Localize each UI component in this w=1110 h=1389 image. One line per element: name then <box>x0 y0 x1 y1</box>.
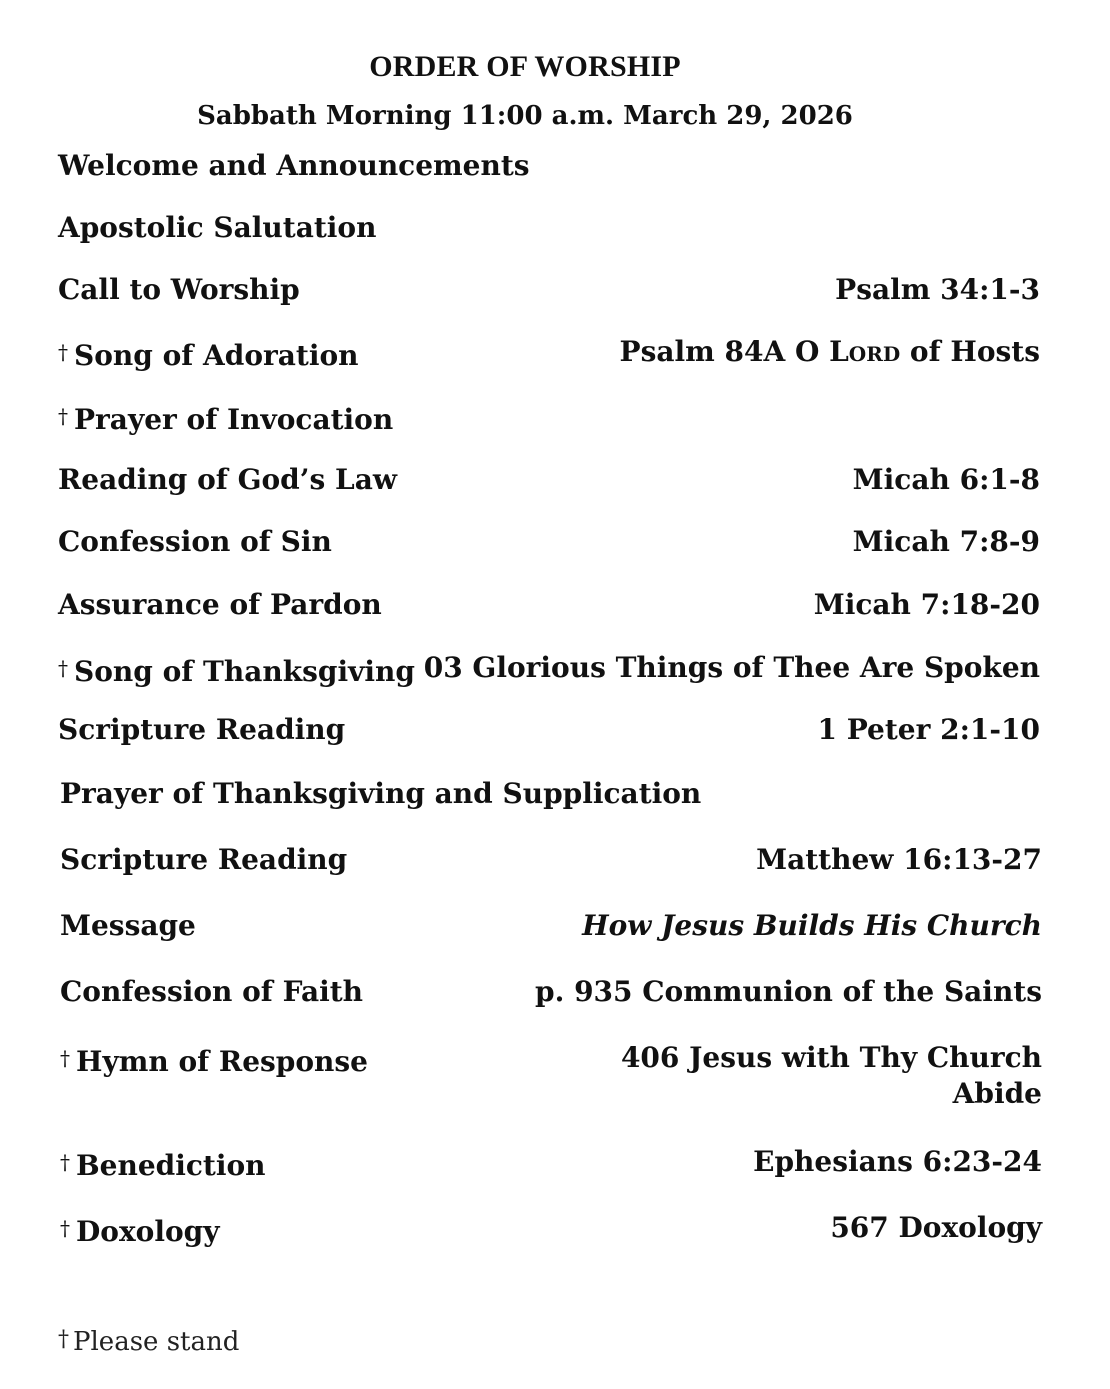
item-label: Song of Adoration <box>74 339 359 372</box>
item-label: Welcome and Announcements <box>58 149 530 182</box>
item-reference: 1 Peter 2:1-10 <box>817 713 1040 746</box>
item-reference: Psalm 84A O Lord of Hosts <box>619 335 1040 368</box>
item-label: Hymn of Response <box>76 1045 368 1078</box>
stand-marker: † <box>58 656 68 680</box>
item-label: Reading of God’s Law <box>58 463 397 496</box>
item-label: Scripture Reading <box>60 843 348 876</box>
item-label: Assurance of Pardon <box>58 588 382 621</box>
item-reference: 03 Glorious Things of Thee Are Spoken <box>423 651 1040 684</box>
item-label: Benediction <box>76 1149 266 1182</box>
item-label: Confession of Sin <box>58 525 332 558</box>
item-label: Prayer of Thanksgiving and Supplication <box>60 777 702 810</box>
item-reference: 406 Jesus with Thy Church Abide <box>620 1041 1042 1110</box>
sermon-title: How Jesus Builds His Church <box>582 909 1042 942</box>
stand-marker: † <box>58 340 68 364</box>
item-label: Apostolic Salutation <box>58 211 377 244</box>
item-reference: p. 935 Communion of the Saints <box>535 975 1042 1008</box>
stand-marker: † <box>60 1046 70 1070</box>
item-label: Confession of Faith <box>60 975 364 1008</box>
stand-marker: † <box>58 1327 69 1352</box>
item-reference: Matthew 16:13-27 <box>756 843 1042 876</box>
item-label: Song of Thanksgiving <box>74 655 415 688</box>
stand-marker: † <box>60 1216 70 1240</box>
item-reference: 567 Doxology <box>830 1211 1042 1244</box>
service-date: Sabbath Morning 11:00 a.m. March 29, 2026 <box>197 101 853 131</box>
item-reference: Micah 7:18-20 <box>813 588 1040 621</box>
item-label: Doxology <box>76 1215 220 1248</box>
footnote-text: Please stand <box>73 1327 240 1357</box>
stand-marker: † <box>58 404 68 428</box>
stand-marker: † <box>60 1150 70 1174</box>
item-label: Message <box>60 909 196 942</box>
item-label: Scripture Reading <box>58 713 346 746</box>
item-reference: Micah 6:1-8 <box>852 463 1040 496</box>
footnote <box>58 1327 239 1357</box>
item-reference: Ephesians 6:23-24 <box>753 1145 1042 1178</box>
item-reference: Psalm 34:1-3 <box>835 273 1040 306</box>
item-reference: Micah 7:8-9 <box>852 525 1040 558</box>
item-label: Prayer of Invocation <box>74 403 394 436</box>
page-title: ORDER OF WORSHIP <box>369 50 681 83</box>
item-label: Call to Worship <box>58 273 300 306</box>
